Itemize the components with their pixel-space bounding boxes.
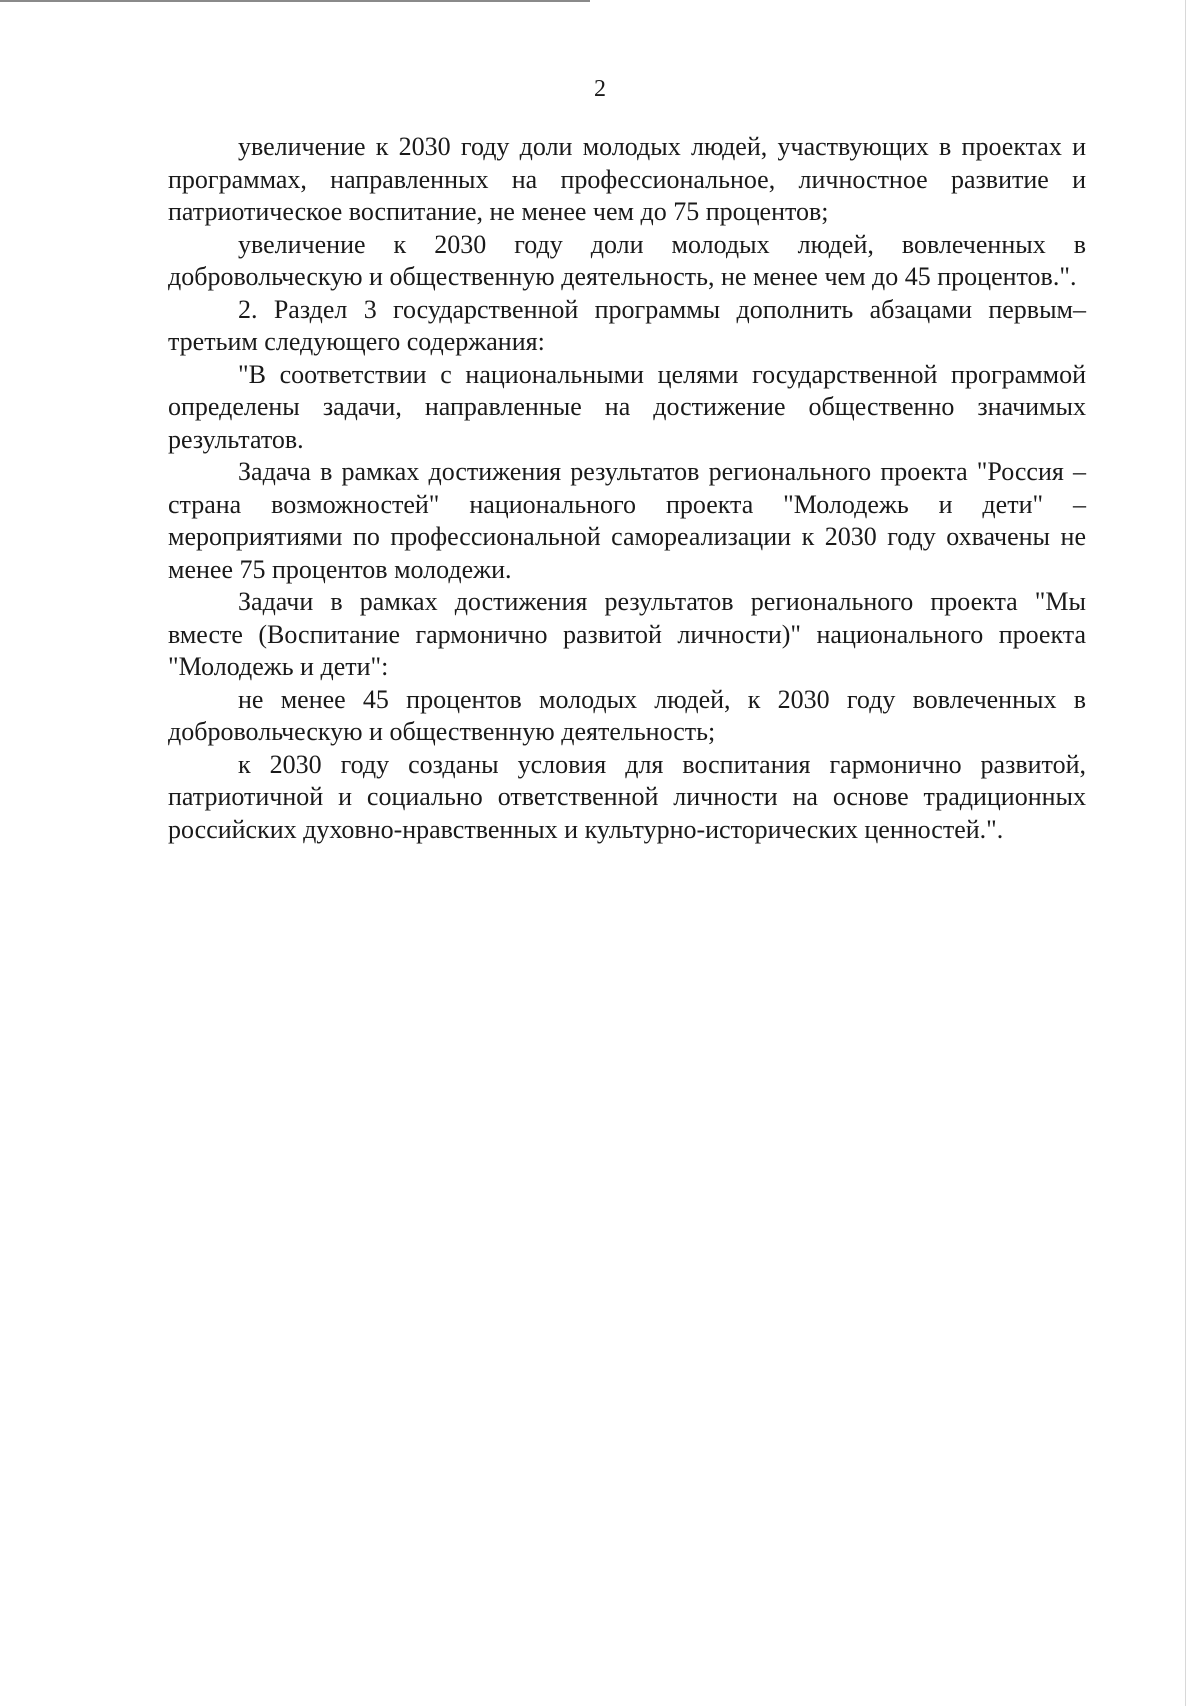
scan-edge-line-right	[1185, 0, 1186, 1706]
scan-edge-line	[0, 0, 590, 2]
paragraph-6: Задачи в рамках достижения результатов регионального проекта "Мы вместе (Воспитание гармонично развитой личности)" национального проекта "Молодежь и дети":	[168, 587, 1086, 681]
paragraph-3: 2. Раздел 3 государственной программы дополнить абзацами первым–третьим следующего содержания:	[168, 294, 1086, 356]
paragraph-7: не менее 45 процентов молодых людей, к 2030 году вовлеченных в добровольческую и общественную деятельность;	[168, 684, 1086, 746]
page-number: 2	[594, 76, 606, 102]
document-body	[168, 131, 1086, 846]
paragraph-4: "В соответствии с национальными целями государственной программой определены задачи, направленные на достижение общественно значимых результатов.	[168, 359, 1086, 454]
paragraph-5: Задача в рамках достижения результатов регионального проекта "Россия – страна возможностей" национального проекта "Молодежь и дети" – мероприятиями по профессиональной самореализации к 2030 году охвачены не менее 75 процентов молодежи.	[168, 457, 1086, 584]
paragraph-1: увеличение к 2030 году доли молодых людей, участвующих в проектах и программах, направленных на профессиональное, личностное развитие и патриотическое воспитание, не менее чем до 75 процентов;	[168, 132, 1086, 226]
paragraph-2: увеличение к 2030 году доли молодых людей, вовлеченных в добровольческую и общественную деятельность, не менее чем до 45 процентов.".	[168, 229, 1086, 291]
paragraph-8: к 2030 году созданы условия для воспитания гармонично развитой, патриотичной и социально ответственной личности на основе традиционных российских духовно-нравственных и культурно-исторических ценностей.".	[168, 749, 1086, 844]
